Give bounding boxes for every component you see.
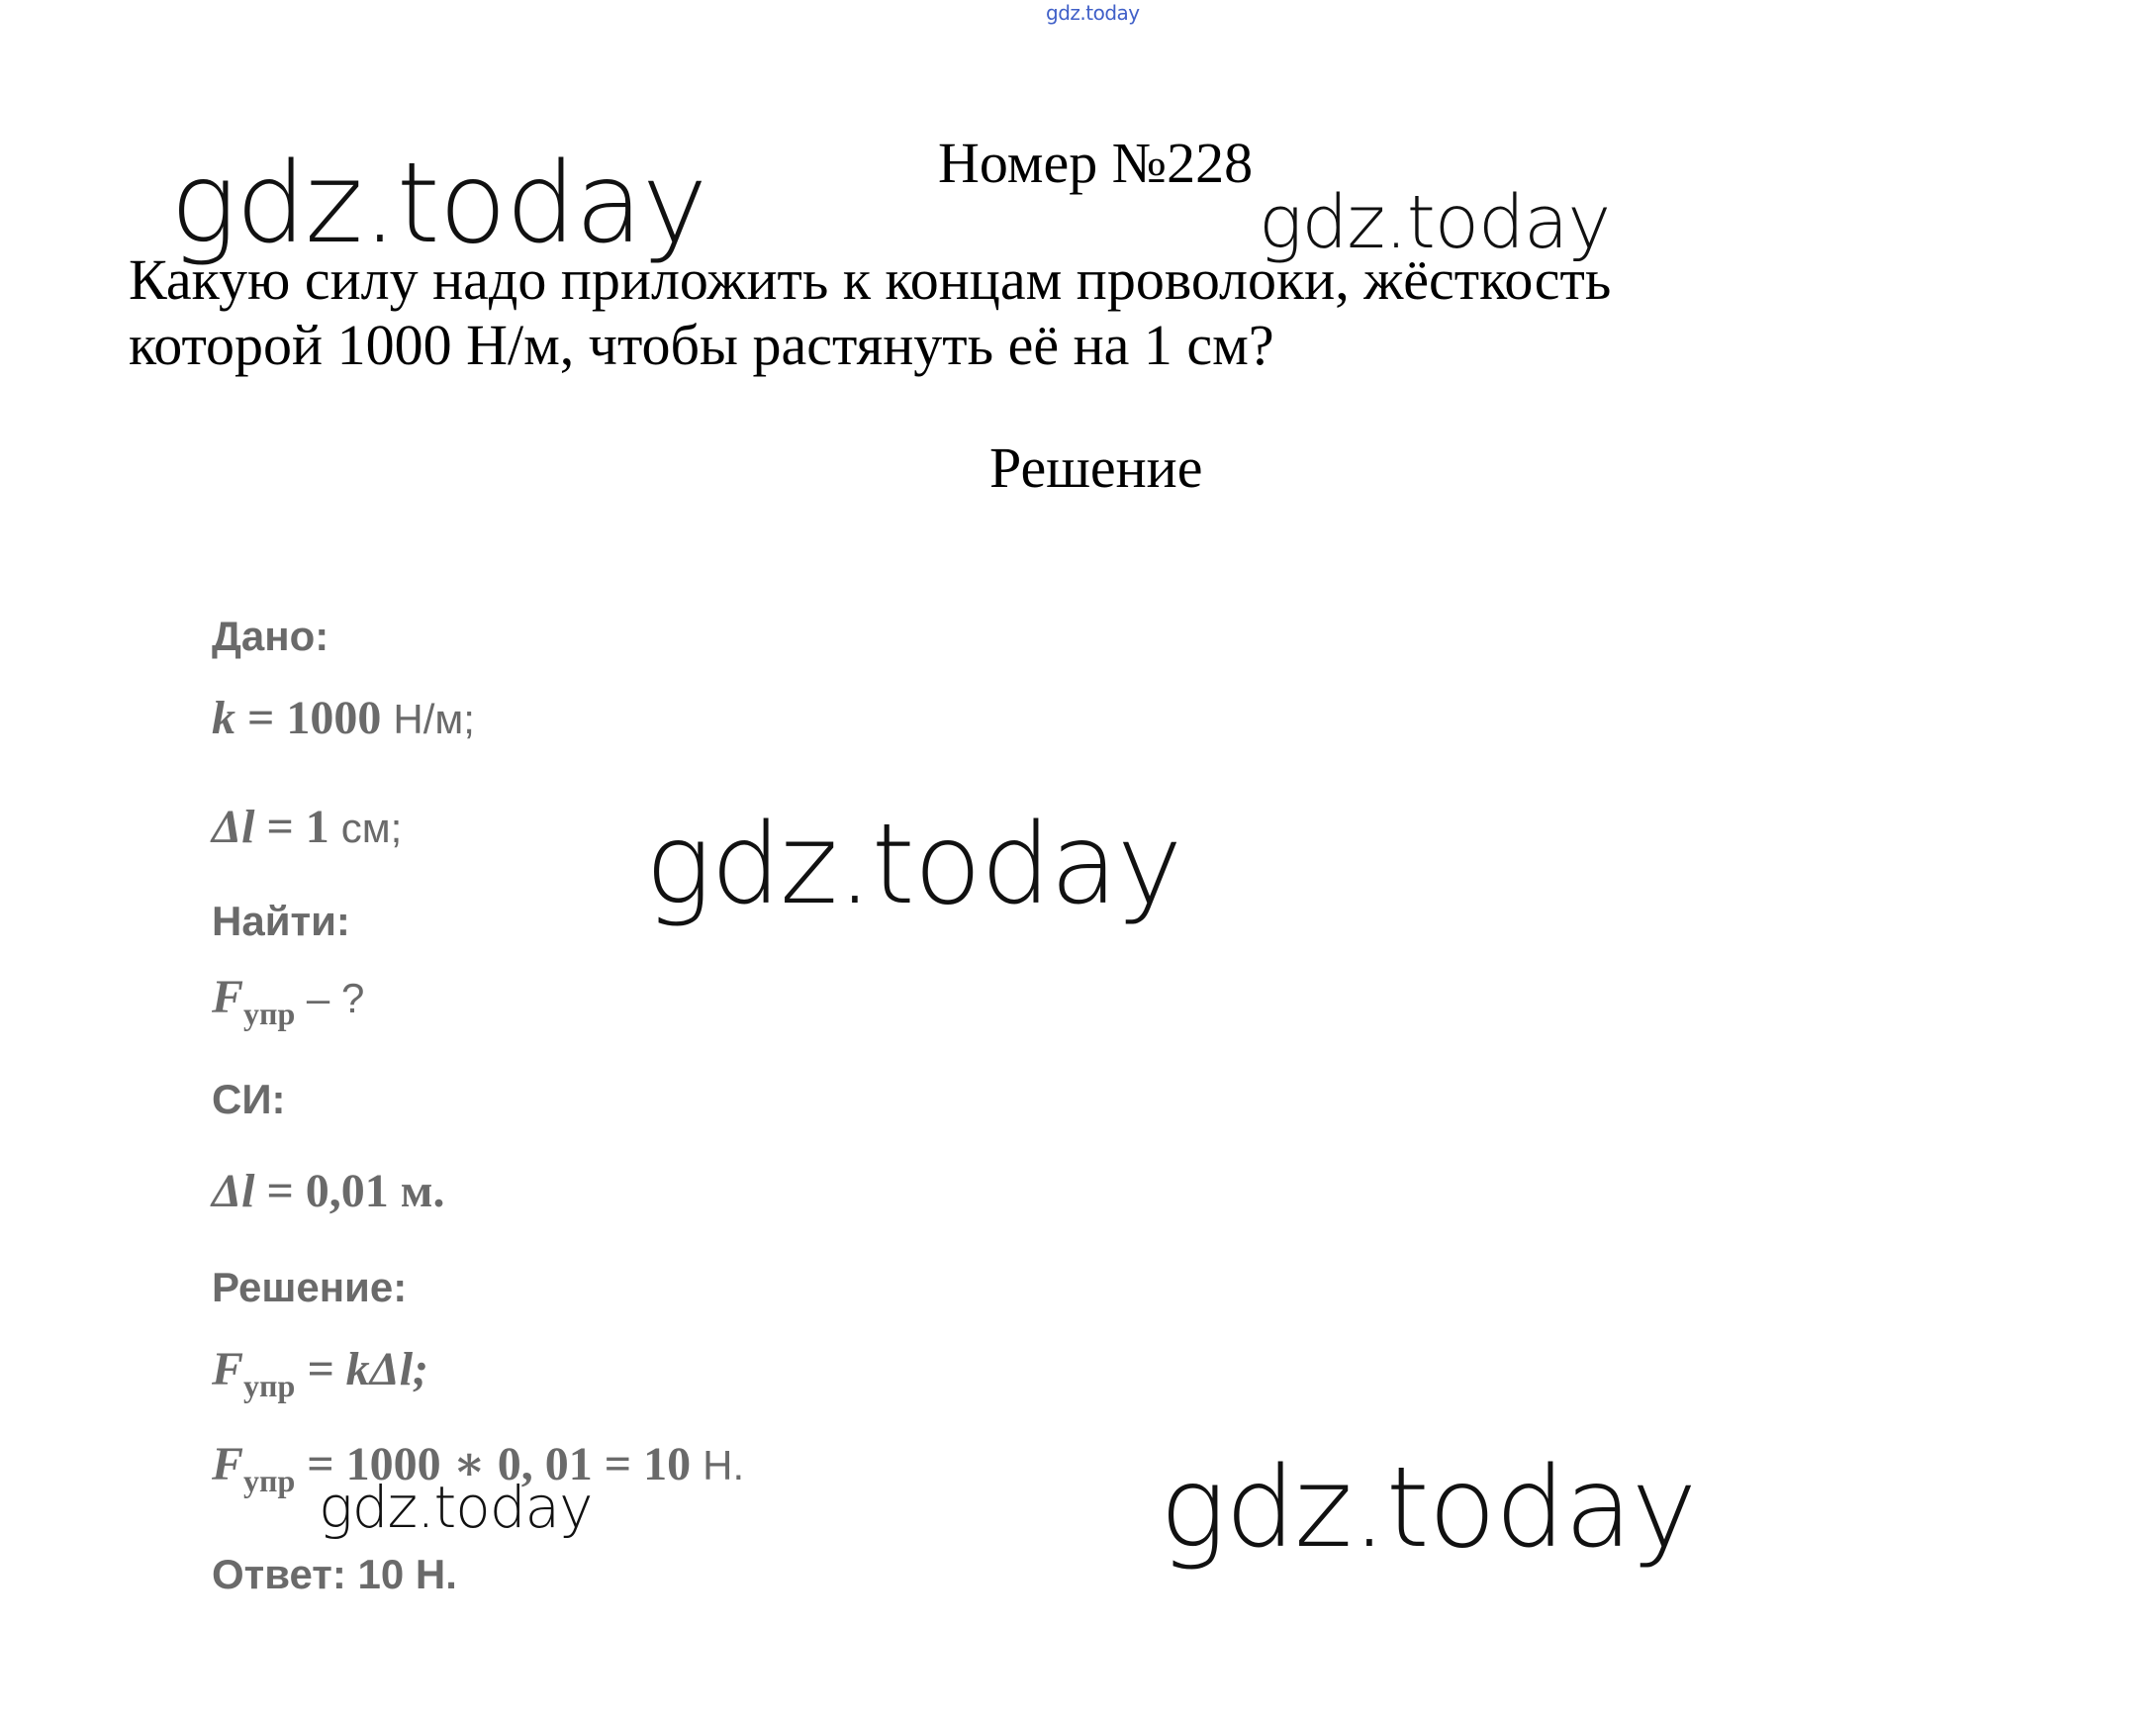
- watermark: gdz.today: [319, 1474, 593, 1541]
- formula-force-subscript: упр: [243, 1368, 296, 1403]
- watermark: gdz.today: [1259, 180, 1611, 265]
- si-delta-l-value: = 0,01 м.: [254, 1165, 445, 1217]
- answer: Ответ: 10 Н.: [212, 1551, 457, 1597]
- force-subscript: упр: [243, 996, 296, 1031]
- k-value: = 1000: [235, 692, 394, 744]
- force-unknown: – ?: [295, 975, 365, 1021]
- given-k: [212, 692, 475, 744]
- force-variable: F: [212, 971, 244, 1023]
- solution-label: Решение:: [212, 1264, 408, 1310]
- problem-statement-line-2: которой 1000 Н/м, чтобы растянуть её на 1 см?: [129, 313, 1274, 377]
- watermark: gdz.today: [170, 140, 707, 268]
- given-delta-l: [212, 801, 403, 853]
- problem-number-heading: Номер №228: [938, 131, 1254, 195]
- calc-force-variable: F: [212, 1438, 244, 1490]
- k-variable: k: [212, 692, 235, 744]
- find-force: [212, 971, 365, 1031]
- site-link[interactable]: gdz.today: [1046, 1, 1140, 25]
- given-label: Дано:: [212, 613, 329, 659]
- formula-force-variable: F: [212, 1343, 244, 1395]
- problem-statement-line-1: Какую силу надо приложить к концам проволоки, жёсткость: [129, 247, 1612, 312]
- delta-l-variable: Δl: [212, 801, 255, 853]
- solution-heading: Решение: [989, 435, 1203, 500]
- delta-l-unit: см;: [340, 805, 403, 851]
- calc-expression: = 1000 ∗ 0, 01 = 10: [295, 1438, 703, 1490]
- delta-l-value: = 1: [254, 801, 341, 853]
- si-delta-l-variable: Δl: [212, 1165, 255, 1217]
- watermark: gdz.today: [1160, 1444, 1697, 1573]
- formula-right-side: = kΔl;: [295, 1343, 429, 1395]
- calc-unit: Н.: [703, 1442, 745, 1488]
- calc-force-subscript: упр: [243, 1463, 296, 1498]
- si-conversion: [212, 1165, 445, 1217]
- k-unit: Н/м;: [393, 696, 475, 742]
- find-label: Найти:: [212, 898, 350, 944]
- hooke-formula: [212, 1343, 429, 1403]
- watermark: gdz.today: [645, 801, 1182, 929]
- si-label: СИ:: [212, 1076, 286, 1122]
